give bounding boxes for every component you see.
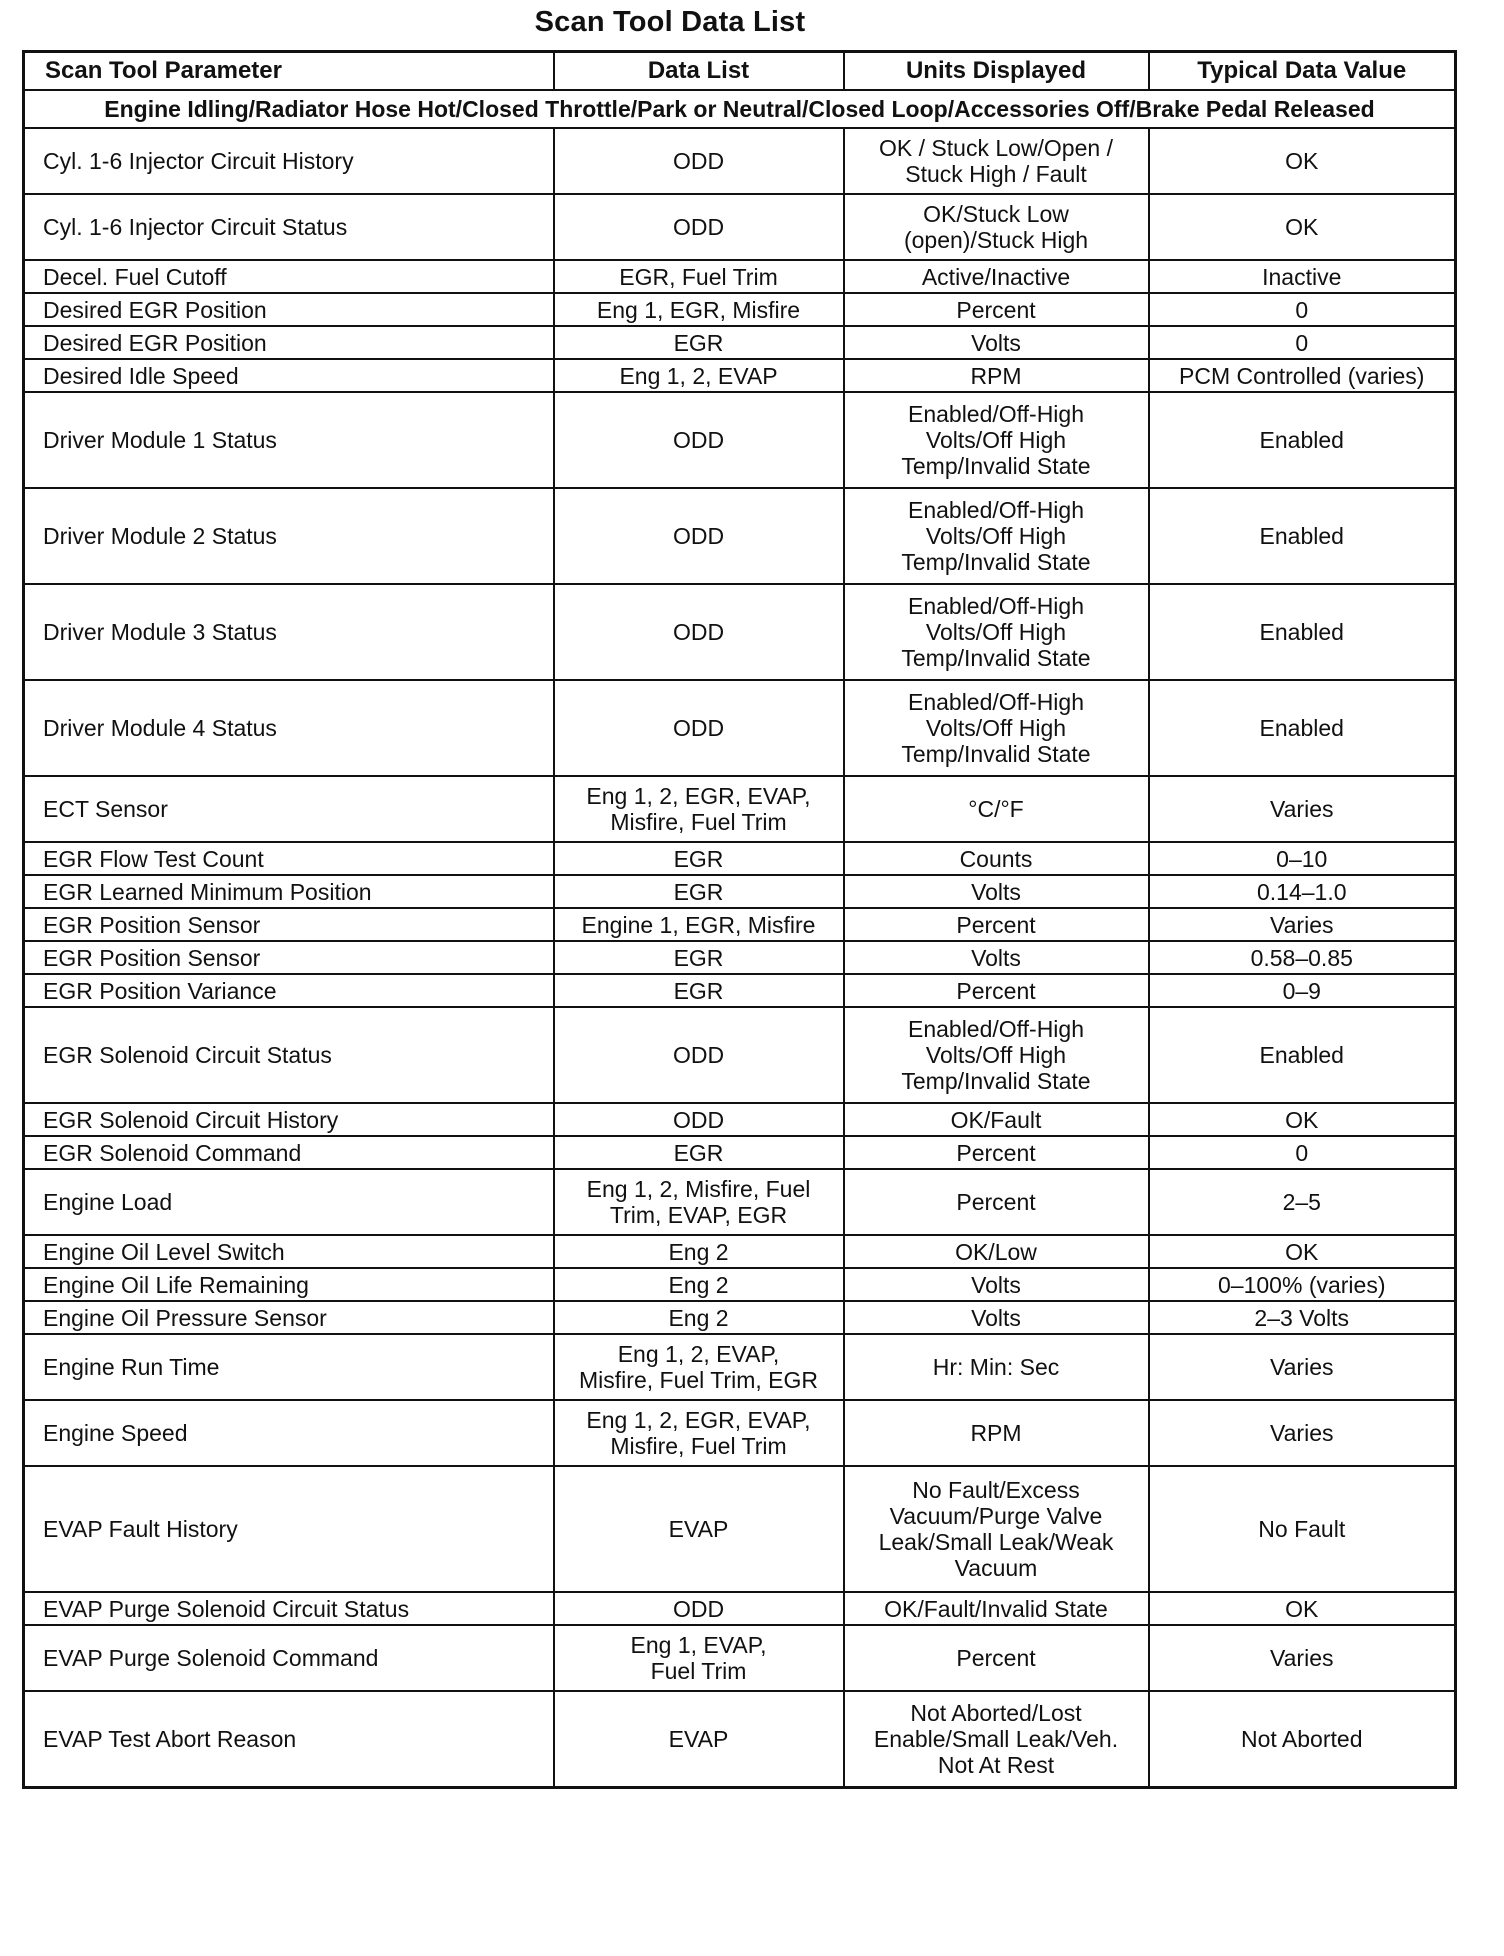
data-list-cell (554, 1691, 844, 1787)
parameter-cell: EVAP Test Abort Reason (24, 1691, 554, 1787)
header-units-displayed: Units Displayed (844, 52, 1149, 91)
units-cell (844, 1007, 1149, 1103)
data-list-line: Misfire, Fuel Trim (610, 1433, 787, 1459)
typical-value-line: 0–10 (1276, 845, 1328, 872)
typical-value-line: OK (1285, 148, 1319, 174)
typical-value-cell (1149, 941, 1456, 974)
data-list-line: EGR (673, 944, 724, 971)
parameter-cell: EGR Flow Test Count (24, 842, 554, 875)
typical-value-line: Enabled (1259, 523, 1344, 549)
typical-value-line: PCM Controlled (varies) (1179, 362, 1425, 389)
table-row (24, 392, 1456, 488)
units-line: OK/Stuck Low (923, 201, 1069, 227)
table-row (24, 1400, 1456, 1466)
data-list-line: Eng 2 (668, 1238, 729, 1265)
typical-value-cell (1149, 1136, 1456, 1169)
data-list-line: Eng 1, 2, EVAP (619, 362, 778, 389)
typical-value-cell (1149, 293, 1456, 326)
table-row (24, 875, 1456, 908)
units-line: Hr: Min: Sec (932, 1354, 1060, 1380)
typical-value-cell (1149, 392, 1456, 488)
table-row (24, 359, 1456, 392)
typical-value-cell (1149, 488, 1456, 584)
data-list-line: Eng 1, 2, EGR, EVAP, (586, 1407, 811, 1433)
units-line: Volts (971, 944, 1021, 971)
units-line: Vacuum (954, 1555, 1038, 1581)
units-cell (844, 974, 1149, 1007)
data-list-cell (554, 260, 844, 293)
typical-value-line: OK (1285, 1595, 1319, 1622)
data-list-line: EGR, Fuel Trim (619, 263, 778, 290)
table-row (24, 1103, 1456, 1136)
units-line: Volts/Off High (925, 427, 1067, 453)
units-cell (844, 1235, 1149, 1268)
parameter-cell: EGR Solenoid Circuit Status (24, 1007, 554, 1103)
table-row (24, 584, 1456, 680)
typical-value-line: 0 (1295, 329, 1309, 356)
data-list-line: ODD (672, 619, 725, 645)
data-list-cell (554, 194, 844, 260)
data-list-cell (554, 1625, 844, 1691)
data-list-cell (554, 1592, 844, 1625)
units-line: Percent (956, 1189, 1036, 1215)
table-row (24, 1625, 1456, 1691)
typical-value-cell (1149, 1169, 1456, 1235)
data-list-cell (554, 293, 844, 326)
parameter-cell: Engine Run Time (24, 1334, 554, 1400)
typical-value-line: Not Aborted (1241, 1725, 1363, 1752)
units-line: RPM (970, 362, 1022, 389)
typical-value-line: Varies (1270, 796, 1334, 822)
typical-value-line: 0.58–0.85 (1250, 944, 1353, 971)
units-line: Percent (956, 1645, 1036, 1671)
units-cell (844, 680, 1149, 776)
data-list-cell (554, 1169, 844, 1235)
table-row (24, 1007, 1456, 1103)
units-cell (844, 1169, 1149, 1235)
data-list-cell (554, 1334, 844, 1400)
table-row (24, 941, 1456, 974)
data-list-cell (554, 1268, 844, 1301)
parameter-cell: EVAP Fault History (24, 1466, 554, 1592)
units-line: Volts (971, 878, 1021, 905)
parameter-cell: Cyl. 1-6 Injector Circuit History (24, 128, 554, 194)
units-line: °C/°F (968, 796, 1024, 822)
typical-value-line: Varies (1270, 1354, 1334, 1380)
parameter-cell: Engine Oil Level Switch (24, 1235, 554, 1268)
table-row (24, 1169, 1456, 1235)
table-row (24, 974, 1456, 1007)
units-line: Percent (956, 911, 1036, 938)
typical-value-cell (1149, 359, 1456, 392)
typical-value-line: Varies (1270, 911, 1334, 938)
typical-value-line: No Fault (1258, 1516, 1346, 1542)
typical-value-line: 0–100% (varies) (1218, 1271, 1386, 1298)
data-list-line: EGR (673, 1139, 724, 1166)
units-line: Temp/Invalid State (901, 645, 1091, 671)
parameter-cell: Desired Idle Speed (24, 359, 554, 392)
data-list-line: Eng 1, EGR, Misfire (596, 296, 801, 323)
parameter-cell: Driver Module 2 Status (24, 488, 554, 584)
units-line: Counts (959, 845, 1033, 872)
data-list-cell (554, 326, 844, 359)
typical-value-cell (1149, 875, 1456, 908)
typical-value-line: Enabled (1259, 715, 1344, 741)
units-cell (844, 1268, 1149, 1301)
data-list-line: EGR (673, 878, 724, 905)
table-row (24, 1268, 1456, 1301)
operating-condition: Engine Idling/Radiator Hose Hot/Closed Throttle/Park or Neutral/Closed Loop/Accessories Off/Brake Pedal Released (24, 90, 1456, 128)
units-cell (844, 776, 1149, 842)
data-list-cell (554, 1466, 844, 1592)
units-line: Enable/Small Leak/Veh. (873, 1725, 1119, 1752)
typical-value-cell (1149, 1268, 1456, 1301)
units-cell (844, 842, 1149, 875)
data-list-line: EVAP (668, 1516, 729, 1542)
units-line: Percent (956, 1139, 1036, 1166)
typical-value-cell (1149, 1400, 1456, 1466)
data-list-cell (554, 974, 844, 1007)
typical-value-line: 0–9 (1282, 977, 1321, 1004)
typical-value-cell (1149, 1235, 1456, 1268)
units-line: Stuck High / Fault (905, 161, 1087, 187)
units-line: Volts (971, 1304, 1021, 1331)
typical-value-line: 2–5 (1282, 1189, 1321, 1215)
data-list-cell (554, 584, 844, 680)
data-list-line: Eng 1, 2, Misfire, Fuel (586, 1176, 811, 1202)
units-cell (844, 128, 1149, 194)
parameter-cell: Driver Module 3 Status (24, 584, 554, 680)
table-row (24, 776, 1456, 842)
data-list-cell (554, 842, 844, 875)
typical-value-cell (1149, 326, 1456, 359)
data-list-line: ODD (672, 1042, 725, 1068)
header-scan-tool-parameter: Scan Tool Parameter (24, 52, 554, 91)
typical-value-line: OK (1285, 1238, 1319, 1265)
parameter-cell: Desired EGR Position (24, 293, 554, 326)
units-cell (844, 326, 1149, 359)
typical-value-cell (1149, 1301, 1456, 1334)
table-row (24, 842, 1456, 875)
units-line: Temp/Invalid State (901, 549, 1091, 575)
parameter-cell: Cyl. 1-6 Injector Circuit Status (24, 194, 554, 260)
data-list-line: Trim, EVAP, EGR (609, 1202, 788, 1228)
units-line: Not At Rest (937, 1751, 1055, 1778)
units-line: Volts/Off High (925, 523, 1067, 549)
table-row (24, 1136, 1456, 1169)
parameter-cell: Driver Module 4 Status (24, 680, 554, 776)
table-row (24, 260, 1456, 293)
units-line: Vacuum/Purge Valve (889, 1503, 1103, 1529)
typical-value-cell (1149, 842, 1456, 875)
units-cell (844, 584, 1149, 680)
parameter-cell: Engine Load (24, 1169, 554, 1235)
units-line: Temp/Invalid State (901, 741, 1091, 767)
typical-value-line: Inactive (1262, 263, 1342, 290)
typical-value-line: 2–3 Volts (1254, 1304, 1350, 1331)
typical-value-cell (1149, 974, 1456, 1007)
units-line: Volts/Off High (925, 619, 1067, 645)
units-cell (844, 392, 1149, 488)
parameter-cell: Engine Speed (24, 1400, 554, 1466)
units-line: RPM (970, 1420, 1022, 1446)
units-line: Temp/Invalid State (901, 453, 1091, 479)
scan-tool-data-table (22, 50, 1457, 1789)
table-row (24, 680, 1456, 776)
units-cell (844, 1334, 1149, 1400)
units-line: Percent (956, 296, 1036, 323)
data-list-line: ODD (672, 148, 725, 174)
units-cell (844, 1466, 1149, 1592)
table-row (24, 1466, 1456, 1592)
data-list-line: Eng 1, 2, EGR, EVAP, (586, 783, 811, 809)
typical-value-line: Enabled (1259, 1042, 1344, 1068)
parameter-cell: Engine Oil Pressure Sensor (24, 1301, 554, 1334)
table-row (24, 326, 1456, 359)
data-list-line: ODD (672, 427, 725, 453)
typical-value-line: OK (1285, 214, 1319, 240)
typical-value-line: 0 (1295, 296, 1309, 323)
table-row (24, 194, 1456, 260)
table-row (24, 293, 1456, 326)
parameter-cell: Decel. Fuel Cutoff (24, 260, 554, 293)
data-list-line: ODD (672, 715, 725, 741)
table-row (24, 488, 1456, 584)
parameter-cell: EGR Position Variance (24, 974, 554, 1007)
data-list-cell (554, 680, 844, 776)
typical-value-cell (1149, 1691, 1456, 1787)
table-row (24, 128, 1456, 194)
data-list-line: Eng 1, EVAP, (630, 1632, 767, 1658)
data-list-cell (554, 875, 844, 908)
units-line: Enabled/Off-High (907, 497, 1084, 523)
data-list-line: ODD (672, 1106, 725, 1133)
units-cell (844, 260, 1149, 293)
units-cell (844, 293, 1149, 326)
header-typical-data-value: Typical Data Value (1149, 52, 1456, 91)
units-cell (844, 1136, 1149, 1169)
units-cell (844, 359, 1149, 392)
parameter-cell: EGR Position Sensor (24, 908, 554, 941)
data-list-line: ODD (672, 523, 725, 549)
data-list-line: EGR (673, 977, 724, 1004)
parameter-cell: EVAP Purge Solenoid Circuit Status (24, 1592, 554, 1625)
typical-value-line: 0 (1295, 1139, 1309, 1166)
units-cell (844, 1625, 1149, 1691)
units-line: Active/Inactive (921, 263, 1071, 290)
typical-value-cell (1149, 1625, 1456, 1691)
table-row (24, 1334, 1456, 1400)
typical-value-cell (1149, 260, 1456, 293)
units-cell (844, 875, 1149, 908)
units-cell (844, 1301, 1149, 1334)
typical-value-cell (1149, 128, 1456, 194)
typical-value-cell (1149, 680, 1456, 776)
typical-value-cell (1149, 1007, 1456, 1103)
table-row (24, 908, 1456, 941)
data-list-cell (554, 392, 844, 488)
data-list-cell (554, 941, 844, 974)
header-data-list: Data List (554, 52, 844, 91)
units-line: Temp/Invalid State (901, 1068, 1091, 1094)
units-line: (open)/Stuck High (903, 227, 1089, 253)
data-list-cell (554, 1301, 844, 1334)
parameter-cell: Engine Oil Life Remaining (24, 1268, 554, 1301)
typical-value-line: Varies (1270, 1420, 1334, 1446)
typical-value-cell (1149, 1103, 1456, 1136)
parameter-cell: Desired EGR Position (24, 326, 554, 359)
data-list-cell (554, 1103, 844, 1136)
units-line: No Fault/Excess (912, 1477, 1080, 1503)
units-line: OK/Fault (950, 1106, 1042, 1133)
data-list-line: EVAP (668, 1725, 729, 1752)
units-line: Enabled/Off-High (907, 1016, 1084, 1042)
data-list-cell (554, 488, 844, 584)
data-list-cell (554, 908, 844, 941)
condition-row (24, 90, 1456, 128)
units-line: Volts/Off High (925, 715, 1067, 741)
typical-value-line: Varies (1270, 1645, 1334, 1671)
table-row (24, 1301, 1456, 1334)
table-row (24, 1691, 1456, 1787)
units-line: OK / Stuck Low/Open / (879, 135, 1113, 161)
data-list-cell (554, 1136, 844, 1169)
typical-value-line: 0.14–1.0 (1256, 878, 1347, 905)
data-list-line: EGR (673, 845, 724, 872)
parameter-cell: EGR Solenoid Circuit History (24, 1103, 554, 1136)
typical-value-line: OK (1285, 1106, 1319, 1133)
units-line: Volts (971, 1271, 1021, 1298)
units-cell (844, 1691, 1149, 1787)
typical-value-line: Enabled (1259, 619, 1344, 645)
header-row (24, 52, 1456, 91)
units-line: OK/Low (955, 1238, 1037, 1265)
data-list-cell (554, 359, 844, 392)
units-cell (844, 941, 1149, 974)
typical-value-cell (1149, 1334, 1456, 1400)
data-list-line: Eng 2 (668, 1304, 729, 1331)
parameter-cell: EGR Position Sensor (24, 941, 554, 974)
typical-value-cell (1149, 1592, 1456, 1625)
data-list-line: Eng 2 (668, 1271, 729, 1298)
data-list-cell (554, 776, 844, 842)
table-body (24, 128, 1456, 1787)
data-list-cell (554, 1007, 844, 1103)
data-list-line: ODD (672, 214, 725, 240)
parameter-cell: ECT Sensor (24, 776, 554, 842)
table-row (24, 1235, 1456, 1268)
typical-value-cell (1149, 776, 1456, 842)
data-list-line: Eng 1, 2, EVAP, (617, 1341, 780, 1367)
units-line: Leak/Small Leak/Weak (878, 1529, 1114, 1555)
data-list-line: Misfire, Fuel Trim (610, 809, 787, 835)
units-line: Volts/Off High (925, 1042, 1067, 1068)
data-list-cell (554, 128, 844, 194)
typical-value-line: Enabled (1259, 427, 1344, 453)
data-list-line: EGR (673, 329, 724, 356)
parameter-cell: Driver Module 1 Status (24, 392, 554, 488)
units-cell (844, 488, 1149, 584)
units-cell (844, 908, 1149, 941)
data-list-line: Fuel Trim (650, 1658, 747, 1684)
typical-value-cell (1149, 1466, 1456, 1592)
units-line: Not Aborted/Lost (910, 1699, 1082, 1726)
parameter-cell: EGR Solenoid Command (24, 1136, 554, 1169)
units-cell (844, 1103, 1149, 1136)
page-title: Scan Tool Data List (534, 6, 806, 38)
units-cell (844, 1400, 1149, 1466)
data-list-line: Misfire, Fuel Trim, EGR (579, 1367, 818, 1393)
data-list-cell (554, 1235, 844, 1268)
units-line: Enabled/Off-High (907, 593, 1084, 619)
typical-value-cell (1149, 908, 1456, 941)
units-cell (844, 194, 1149, 260)
data-list-line: Engine 1, EGR, Misfire (581, 911, 816, 938)
units-line: Enabled/Off-High (907, 401, 1084, 427)
units-line: OK/Fault/Invalid State (884, 1595, 1108, 1622)
data-list-line: ODD (672, 1595, 725, 1622)
units-cell (844, 1592, 1149, 1625)
table-row (24, 1592, 1456, 1625)
units-line: Volts (971, 329, 1021, 356)
typical-value-cell (1149, 584, 1456, 680)
parameter-cell: EGR Learned Minimum Position (24, 875, 554, 908)
typical-value-cell (1149, 194, 1456, 260)
units-line: Enabled/Off-High (907, 689, 1084, 715)
units-line: Percent (956, 977, 1036, 1004)
parameter-cell: EVAP Purge Solenoid Command (24, 1625, 554, 1691)
data-list-cell (554, 1400, 844, 1466)
